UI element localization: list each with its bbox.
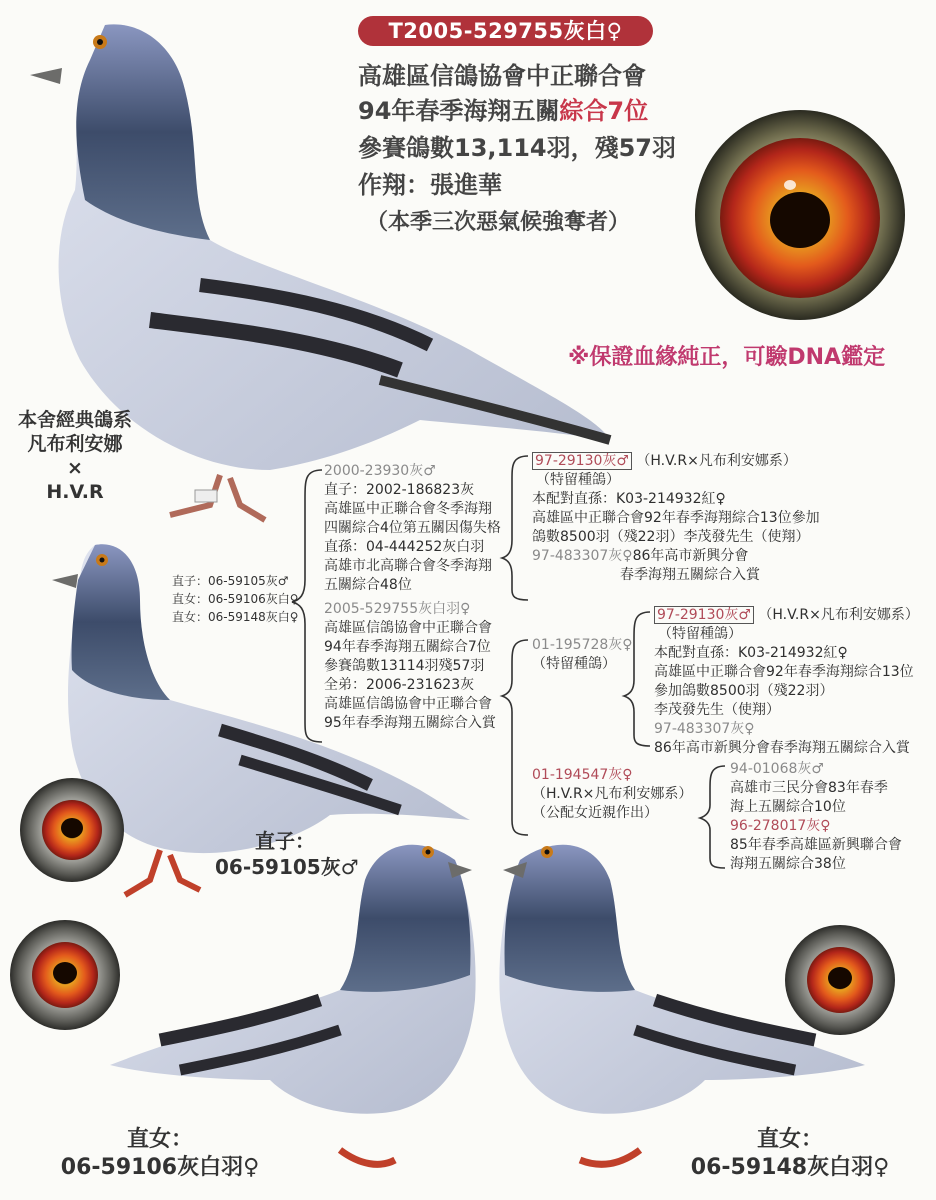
ds-line: 參加鴿數8500羽（殘22羽） xyxy=(654,683,834,699)
daughter2-label: 直女： xyxy=(756,1127,823,1152)
strain-line1: 本舍經典鴿系 xyxy=(17,409,132,431)
daughter1-eye-image xyxy=(10,920,120,1030)
sire-ring: 2000-23930灰♂ xyxy=(324,463,436,479)
daughter1-ring: 06-59106灰白羽♀ xyxy=(60,1155,260,1180)
ds-line: 李茂發先生（使翔） xyxy=(654,702,780,718)
ss-line: 本配對直孫：K03-214932紅♀ xyxy=(532,491,726,507)
ss-tag: （特留種鴿） xyxy=(536,472,620,488)
daughter1-caption xyxy=(30,1126,290,1182)
ss-ring: 97-29130灰♂ xyxy=(532,452,632,470)
sire-line: 高雄區中正聯合會冬季海翔 xyxy=(324,501,492,517)
race-result-text: 94年春季海翔五關 xyxy=(358,97,560,125)
participant-count: 參賽鴿數13,114羽，殘57羽 xyxy=(358,134,677,162)
subject-line: 全弟：2006-231623灰 xyxy=(324,677,475,693)
dam-tag: （特留種鴿） xyxy=(532,656,616,672)
ring-number-badge: T2005-529755灰白♀ xyxy=(358,16,653,46)
season-note: （本季三次惡氣候強奪者） xyxy=(366,210,631,235)
offspring-list xyxy=(172,572,299,626)
sire-line: 四關綜合4位第五關因傷失格 xyxy=(324,520,501,536)
sd-ring: 97-483307灰♀ xyxy=(532,548,633,564)
subject-line: 參賽鴿數13114羽殘57羽 xyxy=(324,658,485,674)
gd-sire-ring: 94-01068灰♂ xyxy=(730,761,824,777)
strain-line3: H.V.R xyxy=(46,481,104,503)
pedigree-dam xyxy=(532,636,633,674)
gd-dam-ring: 96-278017灰♀ xyxy=(730,818,831,834)
gdam-tag: （公配女近親作出） xyxy=(532,805,658,821)
strain-label xyxy=(0,408,150,504)
ds-note: （H.V.R×凡布利安娜系） xyxy=(758,607,919,623)
son-label: 直子： xyxy=(255,829,315,853)
offspring-item: 直女：06-59148灰白♀ xyxy=(172,610,299,624)
race-rank: 綜合7位 xyxy=(559,97,649,125)
daughter2-ring: 06-59148灰白羽♀ xyxy=(690,1155,890,1180)
pedigree-sire xyxy=(324,462,501,595)
gd-sire-line: 高雄市三民分會83年春季 xyxy=(730,780,888,796)
strain-line2: 凡布利安娜 xyxy=(27,433,123,455)
gd-sire-line: 海上五關綜合10位 xyxy=(730,799,846,815)
dna-guarantee: ※保證血緣純正，可驗DNA鑑定 xyxy=(568,345,886,370)
sire-line: 直孫：04-444252灰白羽 xyxy=(324,539,485,555)
son-eye-image xyxy=(20,778,124,882)
gdam-ring: 01-194547灰♀ xyxy=(532,767,633,783)
offspring-item: 直女：06-59106灰白♀ xyxy=(172,592,299,606)
ds-line: 高雄區中正聯合會92年春季海翔綜合13位 xyxy=(654,664,914,680)
pedigree-sire-sire xyxy=(532,452,820,585)
pedigree-grand-dam xyxy=(532,766,692,823)
offspring-item: 直子：06-59105灰♂ xyxy=(172,574,289,588)
subject-line: 高雄區信鴿協會中正聯合會 xyxy=(324,620,492,636)
ds-ring: 97-29130灰♂ xyxy=(654,606,754,624)
subject-ring: 2005-529755灰白羽♀ xyxy=(324,601,471,617)
flyer-name: 作翔：張進華 xyxy=(358,171,502,199)
sd-line: 春季海翔五關綜合入賞 xyxy=(620,567,760,583)
pedigree-gd-parents xyxy=(730,760,902,874)
main-eye-image xyxy=(695,110,905,320)
ds-dam-line: 86年高市新興分會春季海翔五關綜合入賞 xyxy=(654,740,910,756)
ds-line: 本配對直孫：K03-214932紅♀ xyxy=(654,645,848,661)
gd-dam-line: 85年春季高雄區新興聯合會 xyxy=(730,837,902,853)
race-result xyxy=(358,91,648,126)
sd-line: 86年高市新興分會 xyxy=(632,548,749,564)
subject-line: 95年春季海翔五關綜合入賞 xyxy=(324,715,496,731)
dam-ring: 01-195728灰♀ xyxy=(532,637,633,653)
daughter1-pigeon-image xyxy=(110,845,476,1165)
sire-line: 高雄市北高聯合會冬季海翔 xyxy=(324,558,492,574)
son-ring: 06-59105灰♂ xyxy=(215,855,359,879)
ss-line: 高雄區中正聯合會92年春季海翔綜合13位參加 xyxy=(532,510,820,526)
ds-tag: （特留種鴿） xyxy=(658,626,742,642)
strain-cross: × xyxy=(67,457,83,479)
association-title: 高雄區信鴿協會中正聯合會 xyxy=(358,62,646,90)
pedigree-subject xyxy=(324,600,496,733)
daughter2-eye-image xyxy=(785,925,895,1035)
son-caption xyxy=(215,828,359,880)
ss-line: 鴿數8500羽（殘22羽）李茂發先生（使翔） xyxy=(532,529,810,545)
pedigree-dam-sire xyxy=(654,606,919,758)
subject-line: 高雄區信鴿協會中正聯合會 xyxy=(324,696,492,712)
ss-note: （H.V.R×凡布利安娜系） xyxy=(636,453,797,469)
gdam-note: （H.V.R×凡布利安娜系） xyxy=(532,786,693,802)
daughter2-caption xyxy=(660,1126,920,1182)
subject-line: 94年春季海翔五關綜合7位 xyxy=(324,639,491,655)
gd-dam-line: 海翔五關綜合38位 xyxy=(730,856,846,872)
ds-dam-ring: 97-483307灰♀ xyxy=(654,721,755,737)
daughter1-label: 直女： xyxy=(126,1127,193,1152)
sire-line: 五關綜合48位 xyxy=(324,577,412,593)
sire-line: 直子：2002-186823灰 xyxy=(324,482,475,498)
